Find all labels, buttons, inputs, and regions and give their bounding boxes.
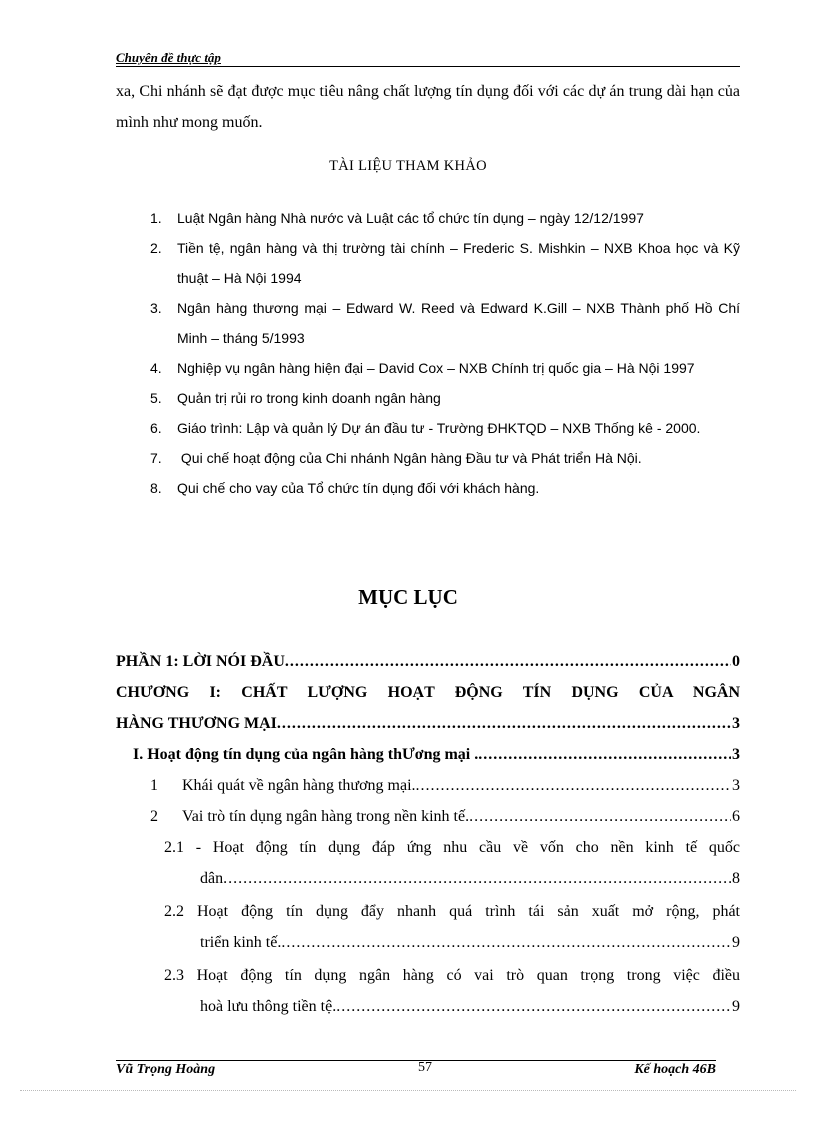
reference-number: 2. [150, 240, 162, 256]
header-rule [116, 66, 740, 67]
reference-item [140, 383, 740, 413]
toc-page-number: 3 [732, 777, 740, 794]
toc-leader-dots [336, 991, 731, 1022]
reference-text: Tiền tệ, ngân hàng và thị trường tài chính – Frederic S. Mishkin – NXB Khoa học và Kỹ thuật – Hà Nội 1994 [177, 240, 740, 286]
footer-author: Vũ Trọng Hoàng [116, 1062, 216, 1076]
toc-entry-chapter1-cont[interactable] [116, 708, 740, 739]
reference-text: Qui chế hoạt động của Chi nhánh Ngân hàng Đầu tư và Phát triển Hà Nội. [177, 450, 642, 466]
reference-item [140, 353, 740, 383]
reference-item [140, 473, 740, 503]
toc-leader-dots [416, 770, 731, 801]
footer-page-number: 57 [418, 1062, 432, 1075]
intro-paragraph: xa, Chi nhánh sẽ đạt được mục tiêu nâng chất lượng tín dụng đối với các dự án trung dài hạn của mình như mong muốn. [116, 83, 740, 131]
references-list [140, 203, 740, 503]
reference-text: Giáo trình: Lập và quản lý Dự án đầu tư - Trường ĐHKTQD – NXB Thống kê - 2000. [177, 420, 701, 436]
reference-text: Luật Ngân hàng Nhà nước và Luật các tổ chức tín dụng – ngày 12/12/1997 [177, 210, 644, 226]
toc-heading: MỤC LỤC [358, 585, 458, 609]
reference-text: Quản trị rủi ro trong kinh doanh ngân hàng [177, 390, 441, 406]
toc-entry-number: 2 [150, 808, 158, 825]
reference-text: Qui chế cho vay của Tổ chức tín dụng đối với khách hàng. [177, 480, 540, 496]
toc-page-number: 3 [732, 715, 740, 732]
toc-entry-sub2-1[interactable] [116, 832, 740, 863]
toc-page-number: 3 [732, 746, 740, 763]
reference-number: 4. [150, 360, 162, 376]
toc-entry-text: dân [200, 870, 224, 887]
toc-entry-text: triển kinh tế. [200, 934, 282, 951]
toc-page-number: 6 [732, 808, 740, 825]
header-title: Chuyên đề thực tập [116, 50, 221, 65]
reference-text: Ngân hàng thương mại – Edward W. Reed và Edward K.Gill – NXB Thành phố Hồ Chí Minh – tháng 5/1993 [177, 300, 740, 346]
toc-entry-number: 1 [150, 777, 158, 794]
reference-text: Nghiệp vụ ngân hàng hiện đại – David Cox – NXB Chính trị quốc gia – Hà Nội 1997 [177, 360, 695, 376]
reference-item [140, 233, 740, 293]
toc-entry-section1[interactable] [116, 739, 740, 770]
reference-number: 1. [150, 210, 162, 226]
toc-entry-text: I. Hoạt động tín dụng của ngân hàng thƯơng mại . [133, 746, 479, 763]
reference-number: 5. [150, 390, 162, 406]
reference-number: 6. [150, 420, 162, 436]
page-footer [116, 1062, 716, 1076]
toc-entry-sub2-3-cont[interactable] [116, 991, 740, 1022]
reference-item [140, 203, 740, 233]
toc-entry-sub2-3[interactable] [116, 960, 740, 991]
reference-number: 3. [150, 300, 162, 316]
toc-leader-dots [469, 801, 731, 832]
toc-page-number: 0 [732, 653, 740, 670]
toc-entry-part1[interactable] [116, 646, 740, 677]
toc-entry-sub2-2-cont[interactable] [116, 927, 740, 958]
toc-entry-text: HÀNG THƯƠNG MẠI [116, 715, 277, 732]
footer-rule [116, 1060, 716, 1061]
toc-page-number: 9 [732, 998, 740, 1015]
table-of-contents [116, 646, 740, 1022]
reference-number: 8. [150, 480, 162, 496]
reference-item [140, 413, 740, 443]
toc-entry-text: 2.3 Hoạt động tín dụng ngân hàng có vai trò quan trọng trong việc điều [164, 967, 740, 984]
toc-entry-sub2[interactable] [116, 801, 740, 832]
reference-item [140, 443, 740, 473]
toc-entry-text: PHẦN 1: LỜI NÓI ĐẦU [116, 653, 285, 670]
toc-entry-text: Vai trò tín dụng ngân hàng trong nền kinh tế. [182, 808, 470, 825]
toc-entry-text: CHƯƠNG I: CHẤT LƯỢNG HOẠT ĐỘNG TÍN DỤNG CỦA NGÂN [116, 684, 740, 701]
reference-number: 7. [150, 450, 162, 466]
toc-page-number: 9 [732, 934, 740, 951]
toc-leader-dots [285, 646, 731, 677]
toc-entry-sub1[interactable] [116, 770, 740, 801]
toc-leader-dots [281, 927, 731, 958]
toc-entry-text: 2.2 Hoạt động tín dụng đẩy nhanh quá trình tái sản xuất mở rộng, phát [164, 903, 740, 920]
toc-page-number: 8 [732, 870, 740, 887]
reference-item [140, 293, 740, 353]
footer-class: Kế hoạch 46B [634, 1062, 716, 1076]
toc-entry-sub2-2[interactable] [116, 896, 740, 927]
page-bottom-border [20, 1090, 796, 1091]
references-heading: TÀI LIỆU THAM KHẢO [329, 158, 487, 174]
toc-entry-text: hoà lưu thông tiền tệ. [200, 998, 337, 1015]
toc-entry-text: 2.1 - Hoạt động tín dụng đáp ứng nhu cầu về vốn cho nền kinh tế quốc [164, 839, 740, 856]
toc-leader-dots [478, 739, 731, 770]
toc-leader-dots [277, 708, 731, 739]
toc-entry-text: Khái quát về ngân hàng thương mại. [182, 777, 416, 794]
toc-leader-dots [223, 863, 731, 894]
toc-entry-sub2-1-cont[interactable] [116, 863, 740, 894]
toc-entry-chapter1[interactable] [116, 677, 740, 708]
